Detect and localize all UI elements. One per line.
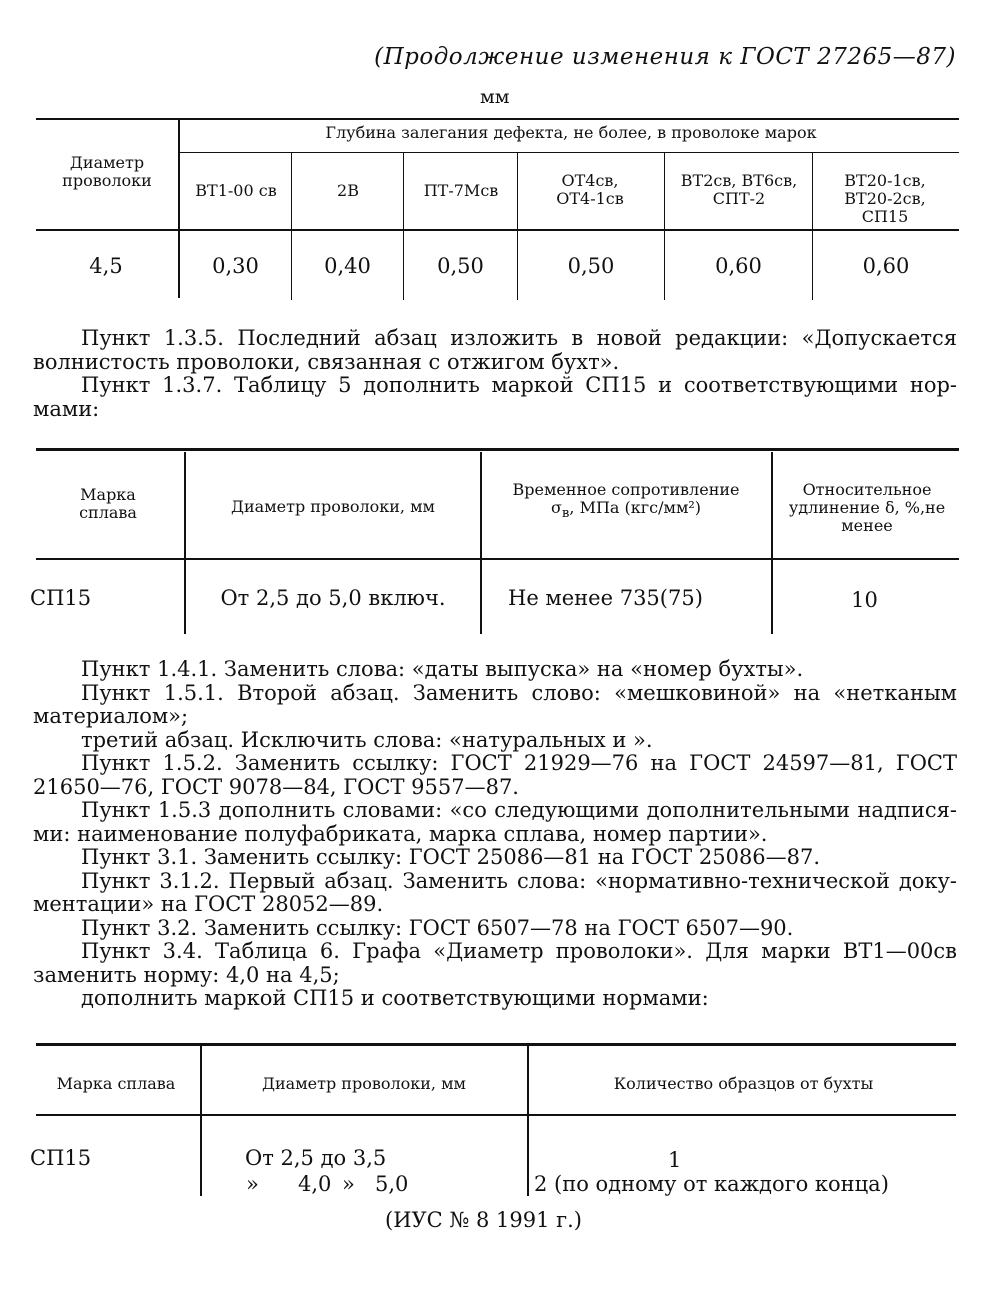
table-rule [180, 152, 959, 153]
table-cell: 1 [668, 1148, 682, 1172]
table-cell: 4,0 [298, 1172, 332, 1196]
strength-header-units: , МПа (кгс/мм²) [569, 498, 702, 517]
column-header: ВТ1-00 св [195, 181, 277, 200]
text-line: Пункт 1.5.2. Заменить ссылку: ГОСТ 21929—76 на ГОСТ 24597—81, ГОСТ [81, 751, 957, 775]
text-line: Пункт 1.4.1. Заменить слова: «даты выпуска» на «номер бухты». [81, 657, 804, 681]
column-header: Марка сплава [79, 485, 137, 522]
column-header: ОТ4св, ОТ4-1св [556, 171, 624, 208]
text-line: Пункт 1.5.1. Второй абзац. Заменить слово: «мешковиной» на «нетканым [81, 680, 957, 705]
ditto-mark: » [246, 1172, 259, 1196]
table-rule [36, 448, 959, 451]
table-divider [200, 1046, 202, 1196]
strength-header-line: Временное сопротивление [512, 480, 740, 499]
table-cell: 10 [851, 588, 878, 612]
table-divider [527, 1046, 529, 1196]
table-divider [480, 452, 482, 634]
column-header: ВТ2св, ВТ6св, СПТ-2 [680, 171, 798, 208]
column-header: Количество образцов от бухты [613, 1074, 874, 1093]
table-cell: 0,60 [715, 254, 762, 278]
column-header: Диаметр проволоки, мм [230, 497, 435, 516]
text-block [33, 327, 957, 421]
table-rule [36, 558, 959, 560]
table-rule [36, 229, 959, 231]
sigma-subscript: в [561, 506, 570, 522]
table-cell: От 2,5 до 5,0 включ. [220, 586, 446, 610]
table-cell: 2 (по одному от каждого конца) [534, 1172, 889, 1196]
table-cell: От 2,5 до 3,5 [245, 1146, 387, 1170]
table-rule [36, 1043, 956, 1046]
text-line: Пункт 3.1. Заменить ссылку: ГОСТ 25086—81 на ГОСТ 25086—87. [81, 845, 821, 869]
text-line: материалом»; [33, 704, 189, 728]
text-line: волнистость проволоки, связанная с отжигом бухт». [33, 349, 620, 374]
column-group-header: Глубина залегания дефекта, не более, в проволоке марок [325, 123, 817, 142]
column-header: 2В [337, 181, 359, 200]
column-header: Марка сплава [56, 1074, 176, 1093]
table-cell: 0,50 [567, 254, 615, 278]
text-block [33, 658, 957, 1011]
text-line: Пункт 3.2. Заменить ссылку: ГОСТ 6507—78 на ГОСТ 6507—90. [81, 915, 794, 940]
text-line: ми: наименование полуфабриката, марка сплава, номер партии». [33, 821, 768, 846]
unit-label: мм [480, 86, 510, 108]
text-line: дополнить маркой СП15 и соответствующими нормами: [81, 986, 709, 1010]
text-line: Пункт 1.3.7. Таблицу 5 дополнить маркой СП15 и соответствующими нор- [81, 373, 957, 397]
text-line: 21650—76, ГОСТ 9078—84, ГОСТ 9557—87. [33, 774, 519, 799]
column-header-strength [484, 481, 768, 523]
sigma-symbol: σ [550, 498, 562, 517]
text-line: Пункт 3.4. Таблица 6. Графа «Диаметр проволоки». Для марки ВТ1—00св [81, 939, 957, 963]
text-line: Пункт 1.3.5. Последний абзац изложить в новой редакции: «Допускается [81, 326, 957, 350]
table-cell: 0,50 [437, 254, 484, 278]
text-line: третий абзац. Исключить слова: «натуральных и ». [81, 727, 653, 752]
text-line: заменить норму: 4,0 на 4,5; [33, 962, 340, 987]
footer-source: (ИУС № 8 1991 г.) [385, 1208, 582, 1232]
table-rule [36, 118, 959, 120]
table-cell: СП15 [30, 586, 92, 610]
table-rule [36, 1114, 956, 1116]
text-line: Пункт 3.1.2. Первый абзац. Заменить слова: «нормативно-технической доку- [81, 868, 957, 893]
column-header: Относительное удлинение δ, %,не менее [788, 480, 946, 535]
page-header: (Продолжение изменения к ГОСТ 27265—87) [374, 44, 956, 70]
table-cell: Не менее 735(75) [508, 586, 703, 610]
table-cell: 0,40 [324, 254, 371, 278]
column-header: ПТ-7Мсв [423, 181, 499, 200]
table-cell: 5,0 [375, 1172, 409, 1196]
text-line: Пункт 1.5.3 дополнить словами: «со следующими дополнительными надпися- [81, 798, 957, 822]
text-line: мами: [33, 396, 100, 421]
ditto-mark: » [342, 1172, 355, 1196]
text-line: ментации» на ГОСТ 28052—89. [33, 892, 384, 916]
table-cell: 0,60 [862, 254, 910, 278]
table-cell: 4,5 [89, 254, 123, 278]
table-cell: СП15 [30, 1146, 92, 1170]
column-header: ВТ20-1св, ВТ20-2св, СП15 [844, 171, 926, 226]
column-header-diameter: Диаметр проволоки [62, 153, 152, 190]
table-cell: 0,30 [212, 254, 259, 278]
column-header: Диаметр проволоки, мм [261, 1074, 466, 1093]
